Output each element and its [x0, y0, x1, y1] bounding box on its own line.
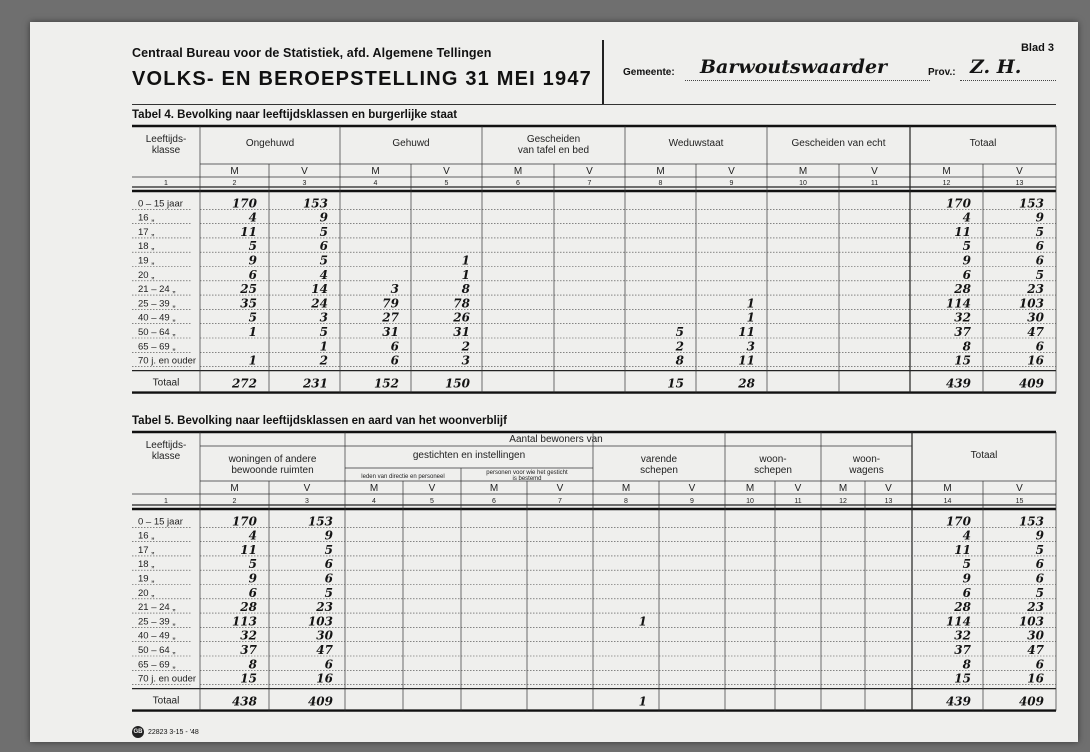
table-cell: 6	[390, 339, 399, 354]
sex-header: V	[443, 166, 450, 177]
sex-header: V	[428, 483, 436, 494]
group-header: woon-	[852, 454, 881, 465]
group-header: woningen of andere	[228, 454, 317, 465]
column-number: 4	[372, 498, 376, 505]
table-cell: 2	[675, 339, 684, 354]
table-cell: 9	[324, 528, 333, 543]
total-cell: 438	[231, 694, 257, 709]
total-cell: 272	[231, 376, 257, 391]
table-cell: 6	[962, 267, 971, 282]
table-cell: 9	[1035, 528, 1044, 543]
age-label: 16 „	[138, 212, 155, 224]
age-label: 17 „	[138, 544, 155, 556]
column-number: 11	[794, 498, 802, 505]
age-label: 65 – 69 „	[138, 659, 176, 671]
group-header: Gescheiden	[526, 134, 581, 145]
table-cell: 1	[248, 353, 257, 368]
age-label: 0 – 15 jaar	[138, 198, 183, 210]
total-cell: 409	[307, 694, 333, 709]
sex-header: V	[1016, 483, 1023, 494]
column-number: 2	[232, 498, 237, 505]
table-cell: 9	[962, 571, 971, 586]
column-number: 5	[444, 180, 449, 187]
total-cell: 15	[667, 376, 684, 391]
group-header: gestichten en instellingen	[412, 450, 526, 461]
table-cell: 5	[319, 253, 328, 268]
province-value: Z. H.	[970, 56, 1022, 78]
table-cell: 5	[248, 310, 257, 325]
table-cell: 37	[954, 643, 971, 657]
total-cell: 1	[638, 694, 647, 709]
table-cell: 153	[307, 514, 333, 529]
table-cell: 6	[1035, 657, 1044, 672]
table-cell: 30	[1027, 628, 1044, 643]
group-header: wagens	[849, 465, 884, 476]
footer	[132, 726, 199, 738]
age-label: 25 – 39 „	[138, 616, 176, 628]
age-label: 18 „	[138, 241, 155, 253]
table-cell: 9	[248, 571, 257, 586]
age-label: 70 j. en ouder	[138, 673, 197, 685]
table-cell: 170	[945, 514, 971, 529]
table-cell: 8	[675, 353, 684, 368]
table-cell: 6	[324, 657, 333, 672]
total-label: Totaal	[152, 377, 180, 389]
column-number: 13	[1015, 180, 1024, 187]
column-number: 7	[587, 180, 592, 187]
column-number: 13	[884, 498, 893, 505]
age-column-header: Leeftijds-	[145, 134, 187, 145]
column-number: 10	[746, 498, 754, 505]
column-number: 15	[1015, 498, 1024, 505]
column-number: 9	[729, 180, 734, 187]
table-cell: 103	[1018, 296, 1044, 311]
column-number: 3	[302, 180, 307, 187]
column-number: 2	[232, 180, 237, 187]
column-number: 9	[690, 498, 694, 505]
sex-header: V	[871, 166, 878, 177]
column-number: 1	[164, 180, 168, 187]
table-cell: 1	[638, 614, 647, 629]
table-cell: 37	[240, 643, 257, 657]
column-number: 11	[870, 180, 879, 187]
table-cell: 37	[954, 325, 971, 339]
table-cell: 30	[1027, 310, 1044, 325]
form-title: VOLKS- EN BEROEPSTELLING 31 MEI 1947	[132, 68, 592, 90]
column-number: 12	[839, 498, 847, 505]
age-label: 65 – 69 „	[138, 341, 176, 353]
sex-header: M	[942, 166, 951, 177]
column-number: 12	[942, 180, 951, 187]
table-cell: 5	[248, 239, 257, 254]
sex-header: M	[489, 483, 499, 494]
table-cell: 9	[248, 253, 257, 268]
table-cell: 6	[248, 267, 257, 282]
table-cell: 79	[382, 296, 399, 311]
total-cell: 152	[373, 376, 399, 391]
group-header: varende	[640, 454, 678, 465]
table-cell: 11	[240, 542, 257, 557]
total-cell: 231	[302, 376, 328, 391]
table-cell: 4	[248, 528, 257, 543]
table-cell: 27	[382, 310, 399, 325]
total-cell: 28	[738, 376, 755, 391]
table-cell: 15	[954, 671, 971, 686]
group-header: Totaal	[970, 450, 998, 461]
total-label: Totaal	[152, 695, 180, 707]
age-label: 25 – 39 „	[138, 298, 176, 310]
table-cell: 16	[1027, 671, 1044, 686]
table-cell: 5	[324, 585, 333, 600]
table-cell: 23	[1027, 282, 1044, 297]
sex-header: V	[885, 483, 892, 494]
column-number: 8	[624, 498, 628, 505]
table-cell: 5	[319, 325, 328, 339]
sex-header: M	[745, 483, 755, 494]
form-code: 22823 3-15 - '48	[148, 728, 199, 736]
table-cell: 23	[1027, 600, 1044, 615]
age-label: 19 „	[138, 255, 155, 267]
table-cell: 6	[319, 239, 328, 254]
table-cell: 26	[453, 310, 470, 325]
sex-header: M	[371, 166, 380, 177]
group-header: Ongehuwd	[245, 138, 295, 149]
table-cell: 6	[962, 585, 971, 600]
census-form	[30, 22, 1078, 742]
table-cell: 4	[319, 267, 328, 282]
column-number: 1	[164, 498, 168, 505]
table-cell: 28	[954, 282, 971, 297]
table-cell: 14	[311, 282, 328, 297]
column-number: 8	[658, 180, 663, 187]
age-label: 20 „	[138, 587, 155, 599]
table-cell: 6	[1035, 571, 1044, 586]
table-cell: 1	[248, 325, 257, 339]
age-column-header: klasse	[151, 145, 181, 156]
age-column-header: klasse	[151, 451, 181, 462]
sex-header: M	[798, 166, 808, 177]
table-cell: 9	[962, 253, 971, 268]
table-cell: 1	[746, 310, 755, 325]
table-cell: 5	[962, 239, 971, 254]
table-cell: 24	[311, 296, 328, 311]
table-cell: 28	[954, 600, 971, 615]
group-header: woon-	[759, 454, 787, 465]
table-cell: 6	[1035, 239, 1044, 254]
sex-header: M	[621, 483, 631, 494]
total-cell: 150	[444, 376, 470, 391]
table-cell: 5	[1035, 542, 1044, 557]
table-cell: 16	[1027, 353, 1044, 368]
sex-header: M	[838, 483, 848, 494]
table-cell: 11	[954, 542, 971, 557]
table-cell: 2	[461, 339, 470, 354]
column-number: 6	[492, 498, 496, 505]
sex-header: V	[303, 483, 311, 494]
table-cell: 6	[1035, 253, 1044, 268]
table-cell: 78	[453, 296, 470, 311]
table-cell: 47	[316, 643, 333, 657]
table-cell: 4	[962, 210, 971, 225]
table-cell: 5	[675, 325, 684, 339]
table-cell: 170	[945, 196, 971, 211]
sex-header: M	[230, 166, 239, 177]
sex-header: M	[943, 483, 952, 494]
table-cell: 6	[324, 557, 333, 572]
province-label: Prov.:	[928, 67, 956, 78]
table-cell: 153	[302, 196, 328, 211]
age-column-header: Leeftijds-	[145, 440, 187, 451]
table-cell: 5	[962, 557, 971, 572]
group-header: Gehuwd	[392, 138, 430, 149]
table-cell: 1	[746, 296, 755, 311]
column-number: 7	[558, 498, 562, 505]
table-cell: 5	[1035, 267, 1044, 282]
table-cell: 170	[231, 514, 257, 529]
sex-header: V	[794, 483, 802, 494]
table5-title: Tabel 5. Bevolking naar leeftijdsklassen en aard van het woonverblijf	[132, 415, 507, 427]
table-cell: 1	[461, 267, 470, 282]
table-cell: 5	[324, 542, 333, 557]
age-label: 20 „	[138, 269, 155, 281]
age-label: 19 „	[138, 573, 155, 585]
gemeente-value: Barwoutswaarder	[700, 56, 888, 78]
column-number: 5	[430, 498, 434, 505]
table-cell: 32	[240, 628, 257, 643]
organisation-name: Centraal Bureau voor de Statistiek, afd. Algemene Tellingen	[132, 46, 492, 60]
age-label: 21 – 24 „	[138, 284, 176, 296]
page-number: Blad 3	[1020, 42, 1054, 54]
age-label: 21 – 24 „	[138, 602, 176, 614]
table-cell: 153	[1018, 514, 1044, 529]
table-cell: 11	[240, 224, 257, 239]
subgroup-header: personen voor wie het gesticht	[486, 470, 568, 476]
table-cell: 9	[319, 210, 328, 225]
table-cell: 8	[248, 657, 257, 672]
column-number: 3	[305, 498, 309, 505]
column-number: 14	[943, 498, 952, 505]
tables-grid	[30, 22, 1078, 742]
table-cell: 9	[1035, 210, 1044, 225]
table-cell: 11	[738, 325, 755, 339]
age-label: 40 – 49 „	[138, 312, 176, 324]
table-cell: 15	[954, 353, 971, 368]
table-cell: 4	[962, 528, 971, 543]
age-label: 50 – 64 „	[138, 327, 176, 338]
table-cell: 47	[1027, 643, 1044, 657]
table-cell: 3	[319, 310, 328, 325]
table-cell: 6	[1035, 557, 1044, 572]
sex-header: M	[656, 166, 665, 177]
sex-header: V	[301, 166, 308, 177]
subgroup-header: is bestemd	[512, 476, 542, 482]
table-cell: 5	[248, 557, 257, 572]
age-label: 50 – 64 „	[138, 645, 176, 656]
age-label: 16 „	[138, 530, 155, 542]
table-cell: 32	[954, 310, 971, 325]
table-cell: 32	[954, 628, 971, 643]
column-number: 6	[516, 180, 520, 187]
printer-logo-icon: GB	[132, 726, 144, 738]
sex-header: V	[688, 483, 696, 494]
table-cell: 35	[240, 296, 257, 311]
table-cell: 15	[240, 671, 257, 686]
table4-title: Tabel 4. Bevolking naar leeftijdsklassen en burgerlijke staat	[132, 109, 458, 121]
total-cell: 409	[1018, 376, 1044, 391]
age-label: 70 j. en ouder	[138, 355, 197, 367]
table-cell: 28	[240, 600, 257, 615]
table-cell: 1	[461, 253, 470, 268]
table-cell: 11	[954, 224, 971, 239]
table-cell: 47	[1027, 325, 1044, 339]
sex-header: V	[1016, 166, 1023, 177]
group-header: Totaal	[969, 138, 997, 149]
table-cell: 5	[319, 224, 328, 239]
table-cell: 1	[319, 339, 328, 354]
table-cell: 114	[945, 296, 971, 311]
age-label: 40 – 49 „	[138, 630, 176, 642]
column-number: 4	[373, 180, 378, 187]
column-number: 10	[799, 180, 807, 187]
table-cell: 113	[231, 614, 257, 629]
table-cell: 31	[382, 325, 399, 339]
table-cell: 6	[390, 353, 399, 368]
table-cell: 31	[453, 325, 470, 339]
table-cell: 16	[316, 671, 333, 686]
sex-header: V	[556, 483, 564, 494]
table-cell: 4	[248, 210, 257, 225]
table-cell: 8	[962, 339, 971, 354]
group-header: van tafel en bed	[517, 145, 590, 156]
table-cell: 2	[319, 353, 328, 368]
sex-header: V	[728, 166, 735, 177]
table-cell: 6	[1035, 339, 1044, 354]
table-cell: 170	[231, 196, 257, 211]
age-label: 18 „	[138, 559, 155, 571]
table-cell: 11	[738, 353, 755, 368]
table-cell: 3	[390, 282, 399, 297]
age-label: 0 – 15 jaar	[138, 516, 183, 528]
table-cell: 114	[945, 614, 971, 629]
total-cell: 439	[945, 376, 971, 391]
subgroup-header: leden van directie en personeel	[361, 474, 445, 480]
table-cell: 3	[746, 339, 755, 354]
total-cell: 409	[1018, 694, 1044, 709]
table-cell: 3	[461, 353, 470, 368]
group-header: bewoonde ruimten	[231, 465, 314, 476]
group-header: Gescheiden van echt	[791, 138, 886, 149]
gemeente-label: Gemeente:	[623, 67, 675, 78]
sex-header: M	[369, 483, 379, 494]
table-cell: 5	[1035, 224, 1044, 239]
table-cell: 8	[962, 657, 971, 672]
table-cell: 25	[240, 282, 257, 297]
super-header: Aantal bewoners van	[509, 434, 603, 445]
sex-header: M	[513, 166, 523, 177]
table-cell: 6	[324, 571, 333, 586]
table-cell: 103	[307, 614, 333, 629]
group-header: Weduwstaat	[668, 138, 724, 149]
table-cell: 6	[248, 585, 257, 600]
table-cell: 5	[1035, 585, 1044, 600]
table-cell: 153	[1018, 196, 1044, 211]
table-cell: 8	[461, 282, 470, 297]
sex-header: M	[230, 483, 239, 494]
age-label: 17 „	[138, 226, 155, 238]
table-cell: 23	[316, 600, 333, 615]
sex-header: V	[586, 166, 593, 177]
group-header: schepen	[754, 465, 792, 476]
group-header: schepen	[640, 465, 678, 476]
table-cell: 103	[1018, 614, 1044, 629]
table-cell: 30	[316, 628, 333, 643]
total-cell: 439	[945, 694, 971, 709]
